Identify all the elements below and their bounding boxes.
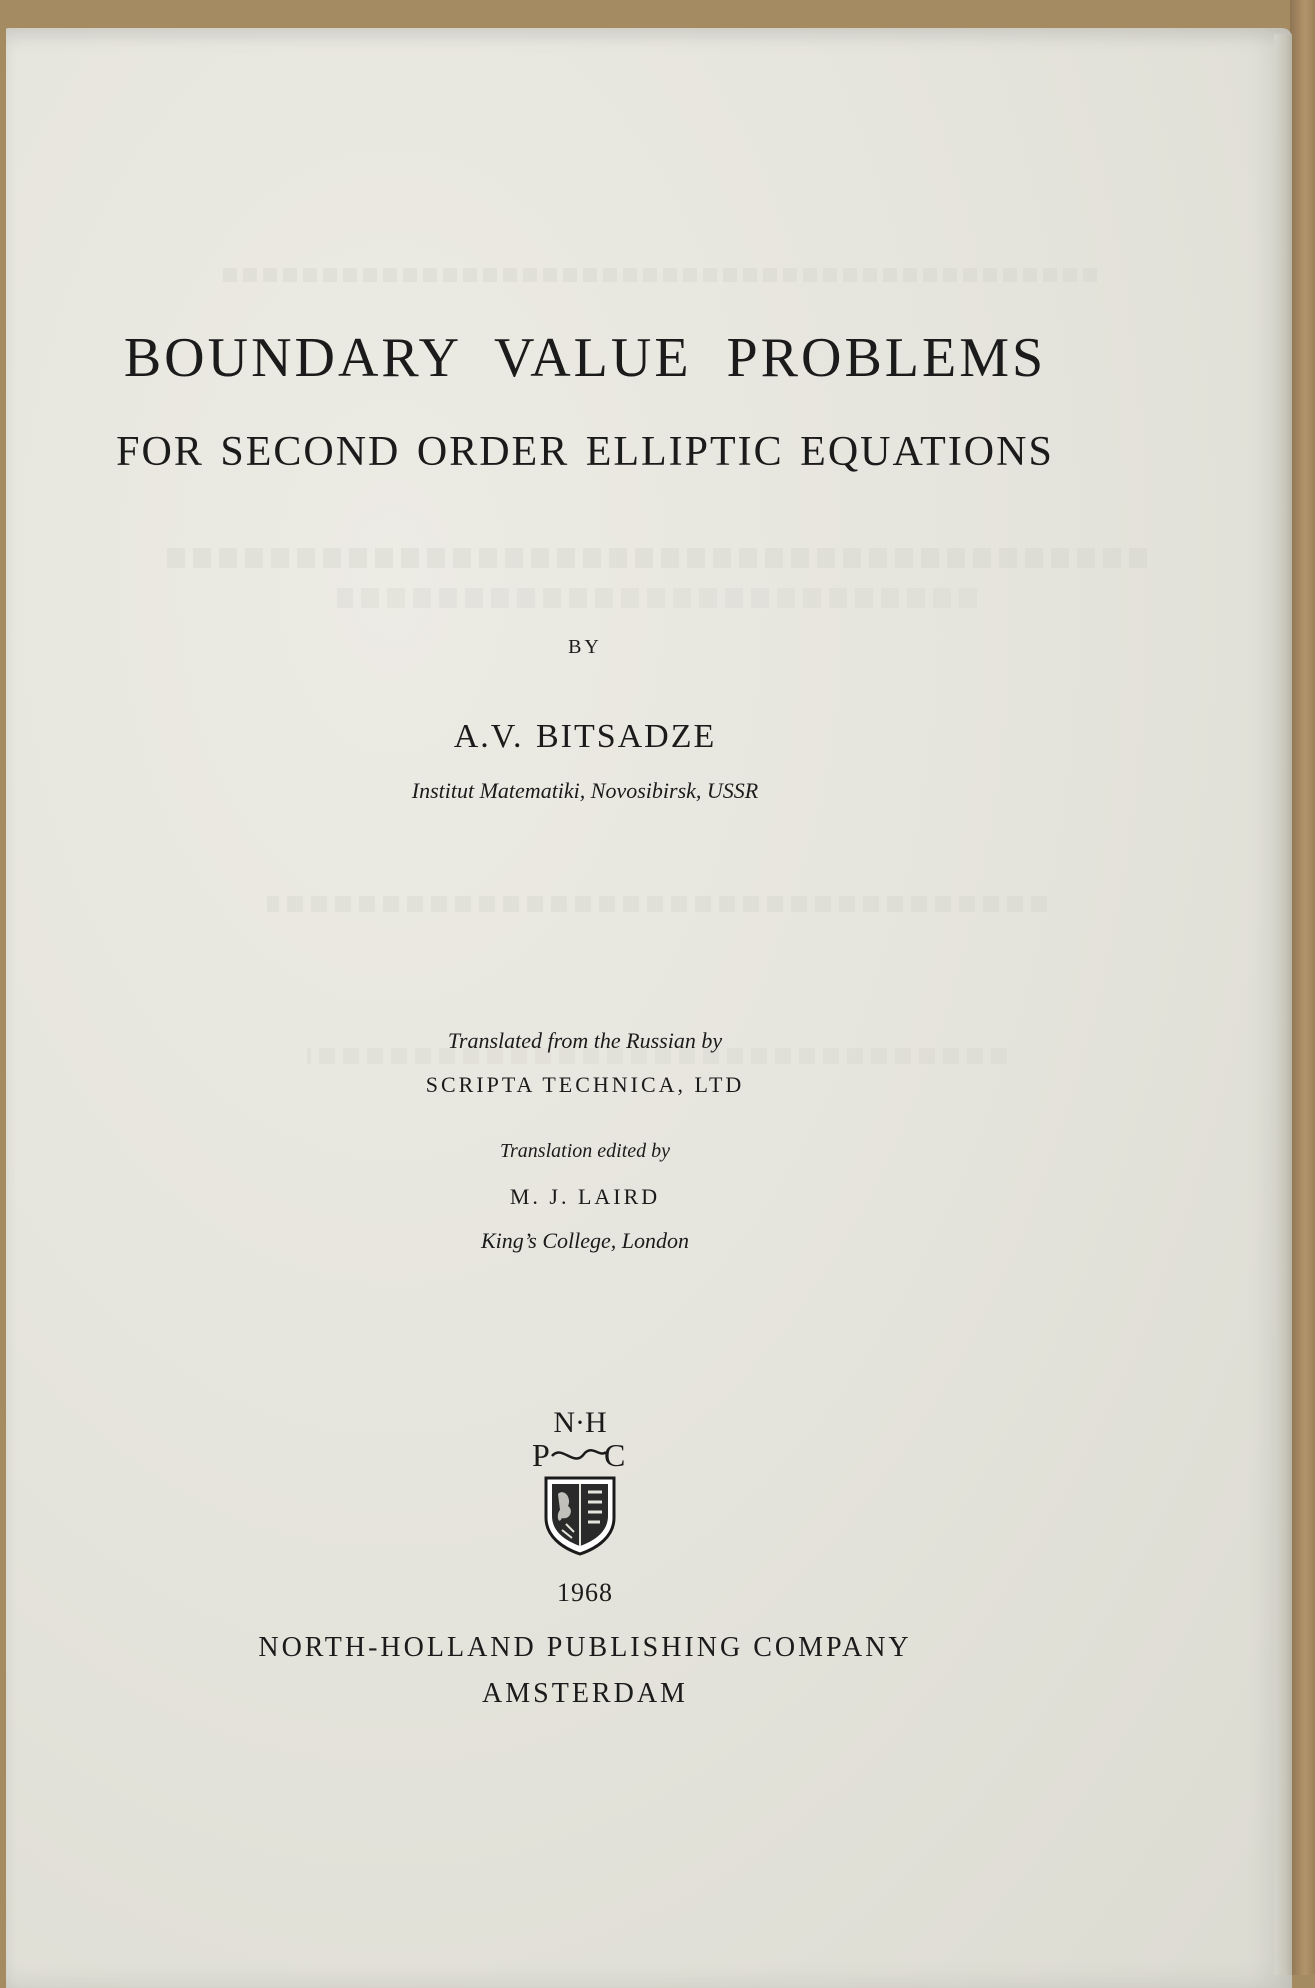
table-surface [1290, 0, 1315, 1975]
publisher-crest-icon [522, 1398, 638, 1558]
translation-edited-label: Translation edited by [500, 1140, 670, 1162]
author-affiliation: Institut Matematiki, Novosibirsk, USSR [411, 778, 759, 803]
show-through-band [0, 896, 1315, 920]
show-through-band [0, 268, 1315, 292]
publisher-city: AMSTERDAM [482, 1678, 688, 1709]
svg-text:N·H: N·H [553, 1406, 607, 1439]
translator-name: SCRIPTA TECHNICA, LTD [425, 1072, 745, 1097]
show-through-band [0, 548, 1315, 578]
show-through-band [0, 588, 1315, 618]
by-label: BY [568, 636, 602, 658]
svg-text:C: C [604, 1437, 626, 1473]
svg-text:P: P [532, 1437, 550, 1473]
editor-name: M. J. LAIRD [509, 1184, 661, 1209]
book-title: BOUNDARY VALUE PROBLEMS [123, 327, 1047, 389]
translated-from-label: Translated from the Russian by [447, 1028, 723, 1053]
publisher-name: NORTH-HOLLAND PUBLISHING COMPANY [258, 1632, 912, 1663]
book-subtitle: FOR SECOND ORDER ELLIPTIC EQUATIONS [116, 429, 1054, 475]
publication-year: 1968 [557, 1578, 613, 1607]
page-stack-edge [1274, 34, 1292, 1975]
author-name: A.V. BITSADZE [453, 718, 717, 755]
editor-affiliation: King’s College, London [480, 1228, 689, 1253]
